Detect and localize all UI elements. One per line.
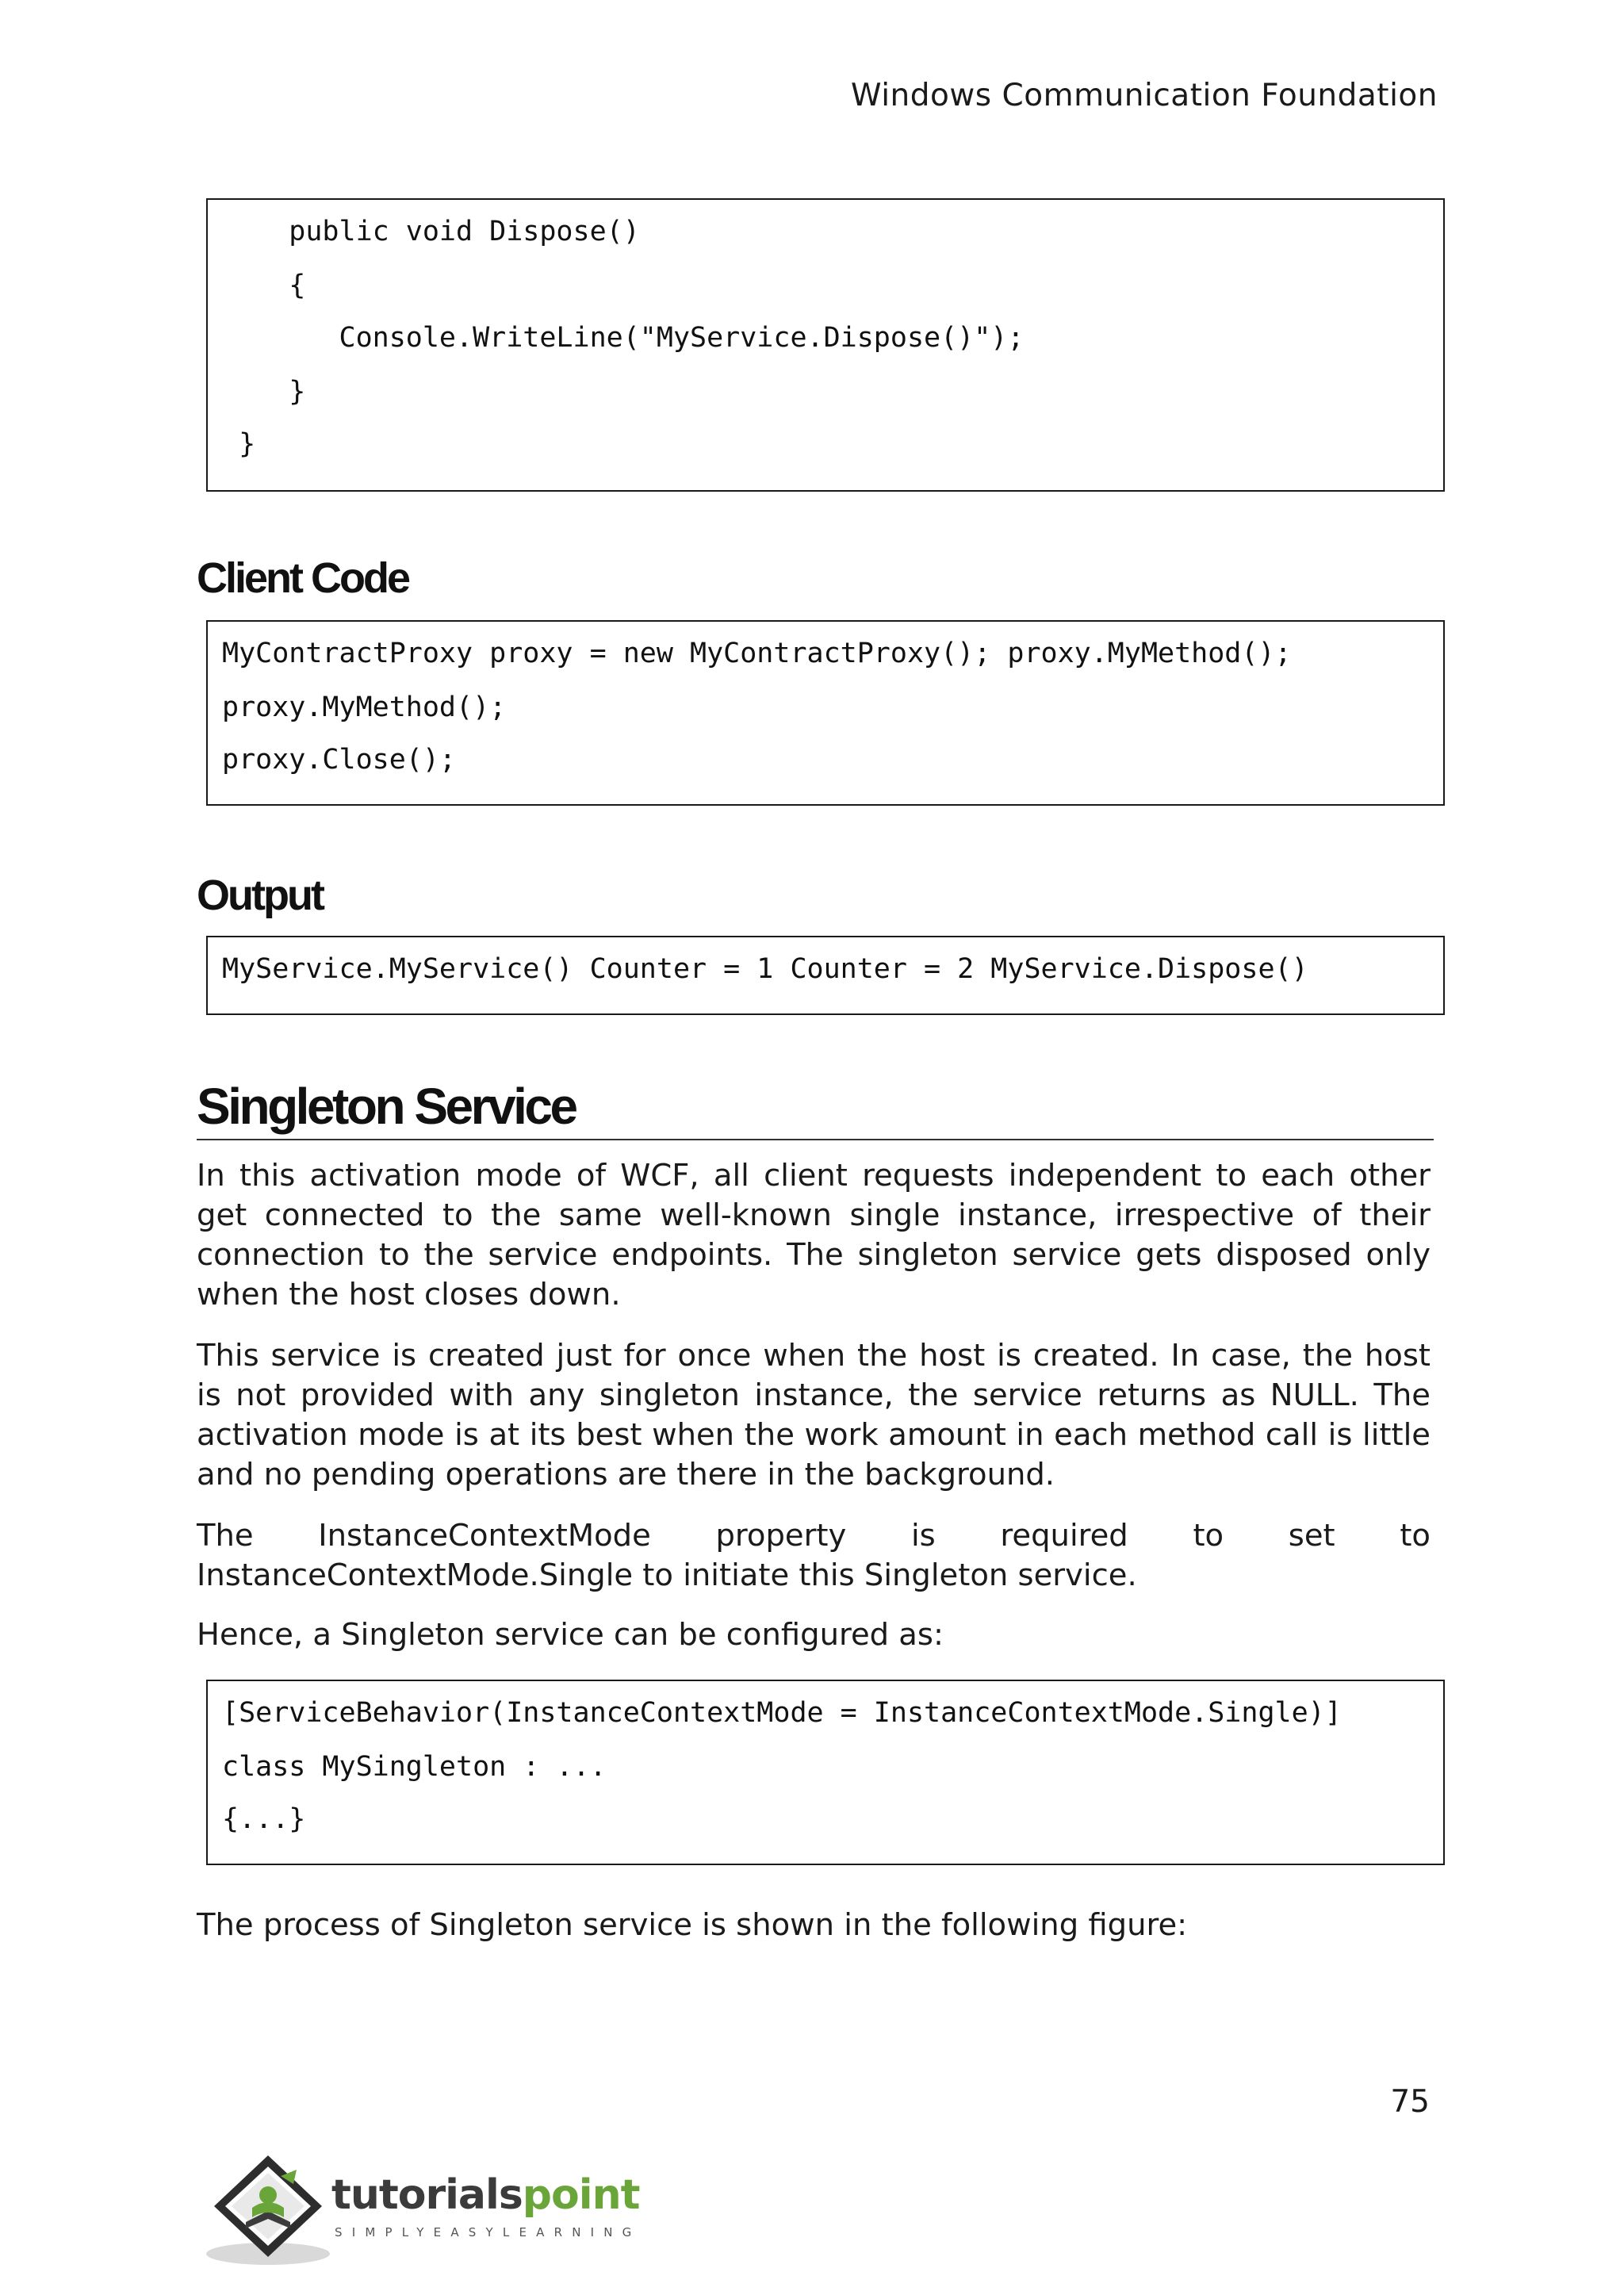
code-line: proxy.Close(); bbox=[222, 744, 457, 776]
code-block-output bbox=[206, 936, 1445, 1015]
code-line: { bbox=[222, 270, 306, 301]
code-block-singleton bbox=[206, 1680, 1445, 1865]
running-header: Windows Communication Foundation bbox=[851, 78, 1438, 113]
code-line: public void Dispose() bbox=[222, 216, 640, 247]
code-line: {...} bbox=[222, 1803, 306, 1835]
logo-tagline: SIMPLYEASYLEARNING bbox=[335, 2225, 642, 2239]
logo-emblem-icon bbox=[205, 2149, 331, 2268]
heading-singleton-service: Singleton Service bbox=[197, 1078, 576, 1135]
code-line: [ServiceBehavior(InstanceContextMode = InstanceContextMode.Single)] bbox=[222, 1697, 1342, 1729]
code-line: } bbox=[222, 428, 256, 460]
code-block-dispose bbox=[206, 198, 1445, 492]
tutorialspoint-logo bbox=[205, 2149, 649, 2268]
page-number: 75 bbox=[1390, 2084, 1430, 2120]
paragraph: In this activation mode of WCF, all client requests independent to each other get connected to the same well-known single instance, irrespective of their connection to the service endpoints. The singleton service gets disposed only when the host closes down. bbox=[197, 1158, 1431, 1312]
code-line: proxy.MyMethod(); bbox=[222, 692, 507, 723]
logo-wordmark bbox=[331, 2171, 639, 2219]
heading-client-code: Client Code bbox=[197, 554, 409, 602]
code-line: MyService.MyService() Counter = 1 Counter = 2 MyService.Dispose() bbox=[222, 953, 1308, 985]
paragraph: The process of Singleton service is shown in the following figure: bbox=[197, 1907, 1188, 1943]
logo-wordmark-part: tutorials bbox=[331, 2171, 523, 2219]
code-line: MyContractProxy proxy = new MyContractProxy(); proxy.MyMethod(); bbox=[222, 638, 1292, 669]
paragraph: The InstanceContextMode property is required to set to InstanceContextMode.Single to initiate this Singleton service. bbox=[197, 1518, 1431, 1593]
code-block-client bbox=[206, 620, 1445, 806]
heading-underline bbox=[197, 1139, 1434, 1140]
code-line: Console.WriteLine("MyService.Dispose()"); bbox=[222, 322, 1025, 354]
paragraph: This service is created just for once when the host is created. In case, the host is not provided with any singleton instance, the service returns as NULL. The activation mode is at its best when the work amount in each method call is little and no pending operations are there in the background. bbox=[197, 1338, 1431, 1492]
heading-output: Output bbox=[197, 872, 323, 919]
code-line: class MySingleton : ... bbox=[222, 1751, 607, 1783]
paragraph: Hence, a Singleton service can be configured as: bbox=[197, 1617, 944, 1653]
logo-wordmark-part: point bbox=[522, 2171, 640, 2219]
code-line: } bbox=[222, 376, 306, 408]
